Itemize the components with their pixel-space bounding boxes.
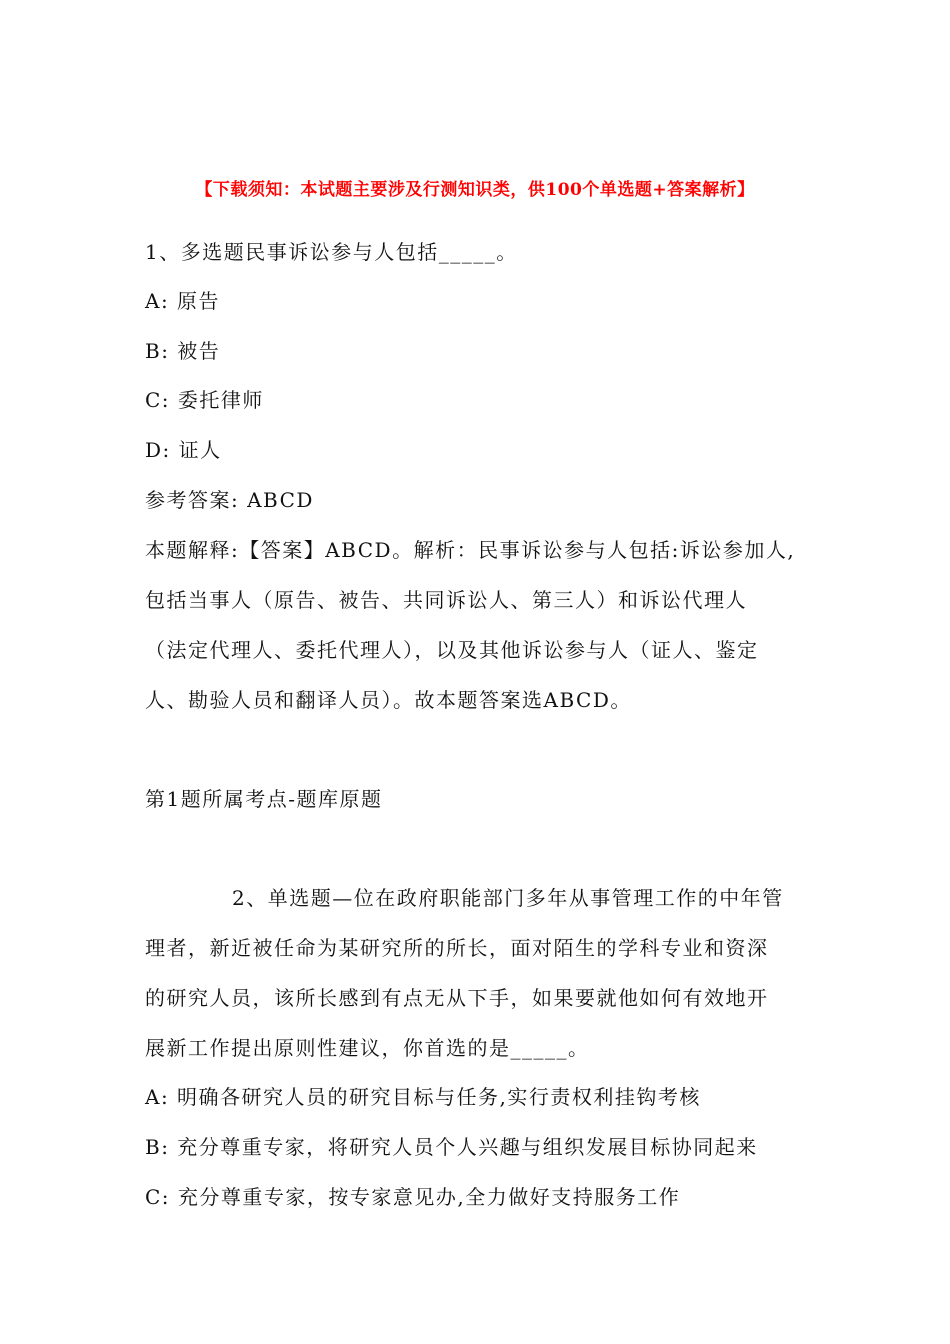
question-1-explanation-line: 本题解释:【答案】ABCD。解析：民事诉讼参与人包括:诉讼参加人, xyxy=(145,538,796,562)
question-2-option-b: B: 充分尊重专家，将研究人员个人兴趣与组织发展目标协同起来 xyxy=(145,1135,758,1159)
question-1-option-a: A: 原告 xyxy=(145,289,221,313)
question-1-explanation-line: 人、勘验人员和翻译人员）。故本题答案选ABCD。 xyxy=(145,688,632,712)
question-1-option-c: C: 委托律师 xyxy=(145,388,264,412)
question-2-stem-line: 2、单选题—位在政府职能部门多年从事管理工作的中年管 xyxy=(232,886,784,910)
question-1-explanation-line: （法定代理人、委托代理人），以及其他诉讼参与人（证人、鉴定 xyxy=(145,638,759,662)
question-2-option-a: A: 明确各研究人员的研究目标与任务,实行责权利挂钩考核 xyxy=(145,1085,701,1109)
question-1-option-d: D: 证人 xyxy=(145,438,222,462)
question-1-stem: 1、多选题民事诉讼参与人包括_____。 xyxy=(145,240,518,264)
question-1-option-b: B: 被告 xyxy=(145,339,221,363)
question-1-topic: 第1题所属考点-题库原题 xyxy=(145,787,383,811)
question-2-option-c: C: 充分尊重专家，按专家意见办,全力做好支持服务工作 xyxy=(145,1185,681,1209)
question-2-stem-line: 的研究人员，该所长感到有点无从下手，如果要就他如何有效地开 xyxy=(145,986,769,1010)
question-1-answer: 参考答案: ABCD xyxy=(145,488,314,512)
question-2-stem-line: 理者，新近被任命为某研究所的所长，面对陌生的学科专业和资深 xyxy=(145,936,769,960)
question-1-explanation-line: 包括当事人（原告、被告、共同诉讼人、第三人）和诉讼代理人 xyxy=(145,588,747,612)
download-notice: 【下载须知：本试题主要涉及行测知识类，供100个单选题+答案解析】 xyxy=(195,180,755,200)
question-2-stem-line: 展新工作提出原则性建议，你首选的是_____。 xyxy=(145,1036,590,1060)
